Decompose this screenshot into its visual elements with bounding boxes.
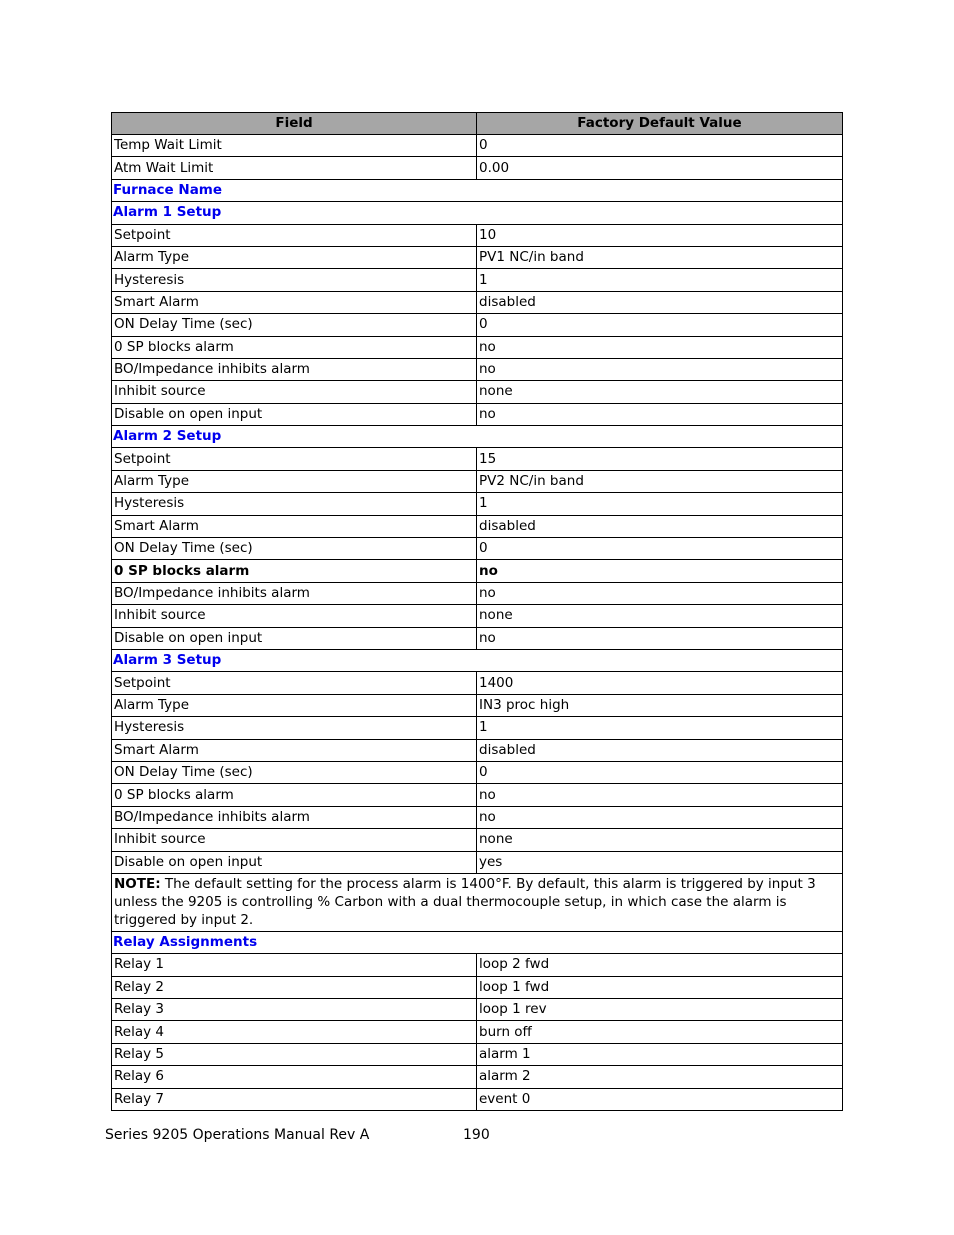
- value-cell: PV1 NC/in band: [477, 246, 843, 268]
- note-cell: [112, 873, 843, 931]
- section-row: [112, 202, 843, 224]
- section-row: [112, 426, 843, 448]
- table-row: [112, 560, 843, 582]
- table-row: [112, 1066, 843, 1088]
- field-cell: Hysteresis: [112, 269, 477, 291]
- field-cell: Relay 2: [112, 976, 477, 998]
- table-row: [112, 1088, 843, 1110]
- value-cell: burn off: [477, 1021, 843, 1043]
- note-text: The default setting for the process alarm is 1400°F. By default, this alarm is triggered by input 3 unless the 9205 is controlling % Carbon with a dual thermocouple setup, in which case the alarm is triggered by input 2.: [114, 875, 816, 928]
- value-cell: no: [477, 336, 843, 358]
- field-cell: Disable on open input: [112, 627, 477, 649]
- section-row: [112, 649, 843, 671]
- table-row: [112, 538, 843, 560]
- field-cell: Smart Alarm: [112, 739, 477, 761]
- value-cell: 1: [477, 493, 843, 515]
- table-row: [112, 493, 843, 515]
- table-row: [112, 627, 843, 649]
- field-cell: BO/Impedance inhibits alarm: [112, 358, 477, 380]
- value-cell: disabled: [477, 515, 843, 537]
- table-row: [112, 976, 843, 998]
- field-cell: Alarm Type: [112, 246, 477, 268]
- table-row: [112, 761, 843, 783]
- field-cell: Alarm Type: [112, 470, 477, 492]
- value-cell: IN3 proc high: [477, 694, 843, 716]
- value-cell: alarm 2: [477, 1066, 843, 1088]
- table-row: [112, 717, 843, 739]
- value-cell: disabled: [477, 291, 843, 313]
- table-row: [112, 605, 843, 627]
- table-row: [112, 246, 843, 268]
- table-row: [112, 403, 843, 425]
- value-cell: disabled: [477, 739, 843, 761]
- value-cell: no: [477, 358, 843, 380]
- value-cell: none: [477, 605, 843, 627]
- field-cell: ON Delay Time (sec): [112, 761, 477, 783]
- table-row: [112, 694, 843, 716]
- value-cell: 0: [477, 314, 843, 336]
- table-row: [112, 1021, 843, 1043]
- table-row: [112, 336, 843, 358]
- table-row: [112, 269, 843, 291]
- section-title-link[interactable]: Alarm 3 Setup: [112, 649, 843, 671]
- field-cell: Disable on open input: [112, 403, 477, 425]
- table-row: [112, 224, 843, 246]
- value-cell: loop 2 fwd: [477, 954, 843, 976]
- table-row: [112, 470, 843, 492]
- value-cell: 15: [477, 448, 843, 470]
- field-cell: Temp Wait Limit: [112, 135, 477, 157]
- table-row: [112, 314, 843, 336]
- field-cell: Setpoint: [112, 224, 477, 246]
- value-cell: 0: [477, 761, 843, 783]
- table-row: [112, 291, 843, 313]
- value-cell: no: [477, 582, 843, 604]
- field-cell: Smart Alarm: [112, 515, 477, 537]
- value-cell: loop 1 fwd: [477, 976, 843, 998]
- footer-manual-title: Series 9205 Operations Manual Rev A: [105, 1127, 370, 1143]
- field-cell: Inhibit source: [112, 605, 477, 627]
- section-title-link[interactable]: Alarm 2 Setup: [112, 426, 843, 448]
- default-values-table: [111, 112, 843, 1111]
- value-cell: 1: [477, 269, 843, 291]
- field-cell: Inhibit source: [112, 829, 477, 851]
- value-cell: 0.00: [477, 157, 843, 179]
- field-cell: Relay 3: [112, 999, 477, 1021]
- field-cell: Setpoint: [112, 672, 477, 694]
- section-title-link[interactable]: Relay Assignments: [112, 931, 843, 953]
- value-cell: no: [477, 560, 843, 582]
- footer-page-number: 190: [463, 1127, 490, 1143]
- section-title-link[interactable]: Alarm 1 Setup: [112, 202, 843, 224]
- table-row: [112, 381, 843, 403]
- column-header-field: Field: [112, 113, 477, 135]
- field-cell: Smart Alarm: [112, 291, 477, 313]
- section-row: [112, 931, 843, 953]
- table-row: [112, 358, 843, 380]
- column-header-value: Factory Default Value: [477, 113, 843, 135]
- field-cell: Atm Wait Limit: [112, 157, 477, 179]
- value-cell: 0: [477, 538, 843, 560]
- table-row: [112, 739, 843, 761]
- value-cell: no: [477, 627, 843, 649]
- table-row: [112, 999, 843, 1021]
- table-row: [112, 582, 843, 604]
- section-title-link[interactable]: Furnace Name: [112, 179, 843, 201]
- field-cell: 0 SP blocks alarm: [112, 560, 477, 582]
- field-cell: Relay 6: [112, 1066, 477, 1088]
- value-cell: no: [477, 784, 843, 806]
- note-label: NOTE:: [114, 875, 161, 892]
- table-row: [112, 672, 843, 694]
- table-row: [112, 806, 843, 828]
- table-row: [112, 157, 843, 179]
- value-cell: 0: [477, 135, 843, 157]
- field-cell: BO/Impedance inhibits alarm: [112, 582, 477, 604]
- value-cell: no: [477, 403, 843, 425]
- field-cell: BO/Impedance inhibits alarm: [112, 806, 477, 828]
- field-cell: Relay 1: [112, 954, 477, 976]
- value-cell: none: [477, 381, 843, 403]
- table-row: [112, 954, 843, 976]
- value-cell: event 0: [477, 1088, 843, 1110]
- field-cell: Disable on open input: [112, 851, 477, 873]
- field-cell: Relay 7: [112, 1088, 477, 1110]
- value-cell: yes: [477, 851, 843, 873]
- value-cell: loop 1 rev: [477, 999, 843, 1021]
- value-cell: 1400: [477, 672, 843, 694]
- field-cell: Hysteresis: [112, 493, 477, 515]
- field-cell: Setpoint: [112, 448, 477, 470]
- field-cell: Alarm Type: [112, 694, 477, 716]
- table-row: [112, 784, 843, 806]
- table-row: [112, 135, 843, 157]
- field-cell: Relay 5: [112, 1043, 477, 1065]
- table-body: [112, 135, 843, 1111]
- field-cell: 0 SP blocks alarm: [112, 336, 477, 358]
- field-cell: Hysteresis: [112, 717, 477, 739]
- value-cell: no: [477, 806, 843, 828]
- table-row: [112, 829, 843, 851]
- section-row: [112, 179, 843, 201]
- field-cell: ON Delay Time (sec): [112, 314, 477, 336]
- field-cell: Relay 4: [112, 1021, 477, 1043]
- field-cell: 0 SP blocks alarm: [112, 784, 477, 806]
- value-cell: PV2 NC/in band: [477, 470, 843, 492]
- table-header-row: [112, 113, 843, 135]
- field-cell: ON Delay Time (sec): [112, 538, 477, 560]
- table-row: [112, 851, 843, 873]
- value-cell: alarm 1: [477, 1043, 843, 1065]
- field-cell: Inhibit source: [112, 381, 477, 403]
- table-row: [112, 448, 843, 470]
- value-cell: none: [477, 829, 843, 851]
- note-row: [112, 873, 843, 931]
- value-cell: 1: [477, 717, 843, 739]
- value-cell: 10: [477, 224, 843, 246]
- table-row: [112, 1043, 843, 1065]
- table-row: [112, 515, 843, 537]
